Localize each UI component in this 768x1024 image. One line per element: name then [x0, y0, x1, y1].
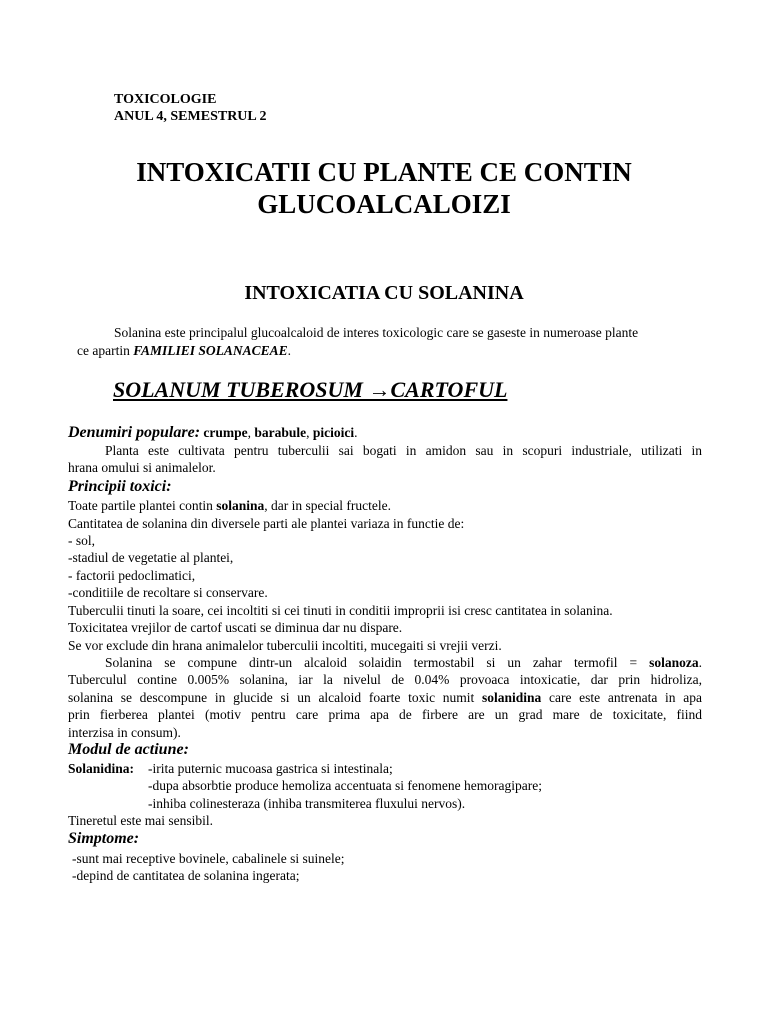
action-2: -dupa absorbtie produce hemoliza accentuata si fenomene hemoragipare; [148, 778, 542, 793]
composition-line4: prin fierberea plantei (motiv pentru care prima apa de firbere are un grad mare de toxicitate, fiind [68, 707, 702, 722]
intro-line1: Solanina este principalul glucoalcaloid de interes toxicologic care se gaseste in numeroase plante [114, 325, 639, 340]
popular-names-line: Denumiri populare: crumpe, barabule, picioici. [68, 424, 358, 441]
principii-line9: Se vor exclude din hrana animalelor tuberculii incoltiti, mucegaiti si vrejii verzi. [68, 638, 502, 653]
factor-pedoclimatic: - factorii pedoclimatici, [68, 568, 196, 583]
action-3: -inhiba colinesteraza (inhiba transmiterea fluxului nervos). [148, 796, 466, 811]
factor-harvest: -conditiile de recoltare si conservare. [68, 585, 268, 600]
intro-line2: ce apartin FAMILIEI SOLANACEAE. [77, 343, 292, 358]
symptom-2: -depind de cantitatea de solanina ingerata; [72, 868, 300, 883]
course-label: TOXICOLOGIE [114, 92, 217, 107]
factor-vegetation: -stadiul de vegetatie al plantei, [68, 550, 234, 565]
principii-heading: Principii toxici: [68, 478, 172, 495]
composition-line1: Solanina se compune dintr-un alcaloid solaidin termostabil si un zahar termofil = solanoza. [105, 655, 702, 670]
year-semester-label: ANUL 4, SEMESTRUL 2 [114, 109, 267, 124]
principii-line1: Toate partile plantei contin solanina, dar in special fructele. [68, 498, 391, 513]
action-1: -irita puternic mucoasa gastrica si intestinala; [148, 761, 393, 776]
document-title-line2: GLUCOALCALOIZI [257, 189, 511, 219]
principii-line7: Tuberculii tinuti la soare, cei incoltiti si cei tinuti in conditii improprii isi cresc cantitatea in solanina. [68, 603, 613, 618]
solanidina-label: Solanidina: [68, 761, 135, 776]
composition-line2: Tuberculul contine 0.005% solanina, iar la nivelul de 0.04% provoaca intoxicatie, dar prin hidroliza, [68, 672, 702, 687]
plant-heading: SOLANUM TUBEROSUM →CARTOFUL [113, 377, 508, 402]
youth-sensitivity-note: Tineretul este mai sensibil. [68, 813, 213, 828]
planta-line1: Planta este cultivata pentru tuberculii sai bogati in amidon sau in scopuri industriale, utilizati in [105, 443, 702, 458]
symptom-1: -sunt mai receptive bovinele, cabalinele si suinele; [72, 851, 345, 866]
composition-line5: interzisa in consum). [68, 725, 181, 740]
mode-of-action-heading: Modul de actiune: [68, 741, 189, 758]
popular-names-label: Denumiri populare: [68, 424, 201, 441]
principii-line2: Cantitatea de solanina din diversele parti ale plantei variaza in functie de: [68, 516, 465, 531]
principii-line8: Toxicitatea vrejilor de cartof uscati se diminua dar nu dispare. [68, 620, 403, 635]
planta-line2: hrana omului si animalelor. [68, 460, 216, 475]
symptoms-heading: Simptome: [68, 830, 140, 847]
factor-soil: - sol, [68, 533, 95, 548]
family-name: FAMILIEI SOLANACEAE [133, 343, 288, 358]
section-title: INTOXICATIA CU SOLANINA [244, 282, 524, 304]
document-title-line1: INTOXICATII CU PLANTE CE CONTIN [136, 157, 632, 187]
composition-line3: solanina se descompune in glucide si un alcaloid foarte toxic numit solanidina care este antrenata in apa [68, 690, 702, 705]
